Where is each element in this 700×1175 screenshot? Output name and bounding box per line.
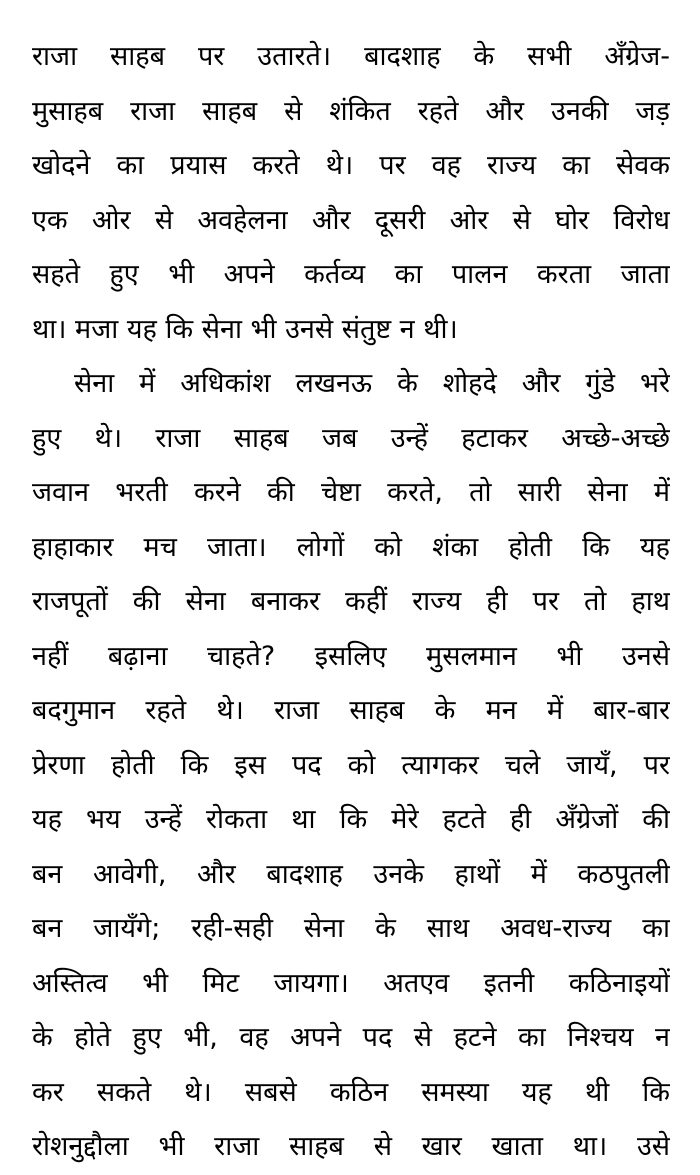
text-line: हुए थे। राजा साहब जब उन्हें हटाकर अच्छे-अच्छे bbox=[32, 422, 670, 454]
text-line: के होते हुए भी, वह अपने पद से हटने का निश्चय न bbox=[32, 1022, 670, 1053]
text-line: बन आवेगी, और बादशाह उनके हाथों में कठपुतली bbox=[32, 858, 670, 890]
text-line: अस्तित्व भी मिट जायगा। अतएव इतनी कठिनाइयों bbox=[32, 967, 670, 999]
text-line: था। मजा यह कि सेना भी उनसे संतुष्ट न थी। bbox=[32, 313, 458, 345]
text-line: यह भय उन्हें रोकता था कि मेरे हटते ही अँग्रेजों की bbox=[32, 804, 670, 835]
text-line: एक ओर से अवहेलना और दूसरी ओर से घोर विरोध bbox=[32, 204, 670, 236]
text-line: बदगुमान रहते थे। राजा साहब के मन में बार-बार bbox=[32, 695, 670, 726]
text-line: सहते हुए भी अपने कर्तव्य का पालन करता जाता bbox=[32, 259, 670, 290]
text-line: नहीं बढ़ाना चाहते? इसलिए मुसलमान भी उनसे bbox=[32, 640, 670, 672]
paragraph-1 bbox=[32, 30, 670, 357]
text-line: राजपूतों की सेना बनाकर कहीं राज्य ही पर तो हाथ bbox=[32, 586, 670, 617]
text-line: प्रेरणा होती कि इस पद को त्यागकर चले जायँ, पर bbox=[32, 749, 670, 781]
text-line: खोदने का प्रयास करते थे। पर वह राज्य का सेवक bbox=[32, 150, 670, 181]
text-line: सेना में अधिकांश लखनऊ के शोहदे और गुंडे भरे bbox=[74, 368, 670, 399]
text-line: बन जायँगे; रही-सही सेना के साथ अवध-राज्य का bbox=[32, 913, 670, 944]
paragraph-2 bbox=[32, 357, 670, 1175]
text-line: रोशनुद्दौला भी राजा साहब से खार खाता था। उसे bbox=[32, 1131, 670, 1162]
text-line: राजा साहब पर उतारते। बादशाह के सभी अँग्रेज- bbox=[32, 41, 670, 72]
text-line: मुसाहब राजा साहब से शंकित रहते और उनकी जड़ bbox=[32, 95, 670, 127]
text-line: कर सकते थे। सबसे कठिन समस्या यह थी कि bbox=[32, 1076, 670, 1108]
text-line: हाहाकार मच जाता। लोगों को शंका होती कि यह bbox=[32, 531, 670, 563]
text-line: जवान भरती करने की चेष्टा करते, तो सारी सेना में bbox=[32, 477, 670, 508]
